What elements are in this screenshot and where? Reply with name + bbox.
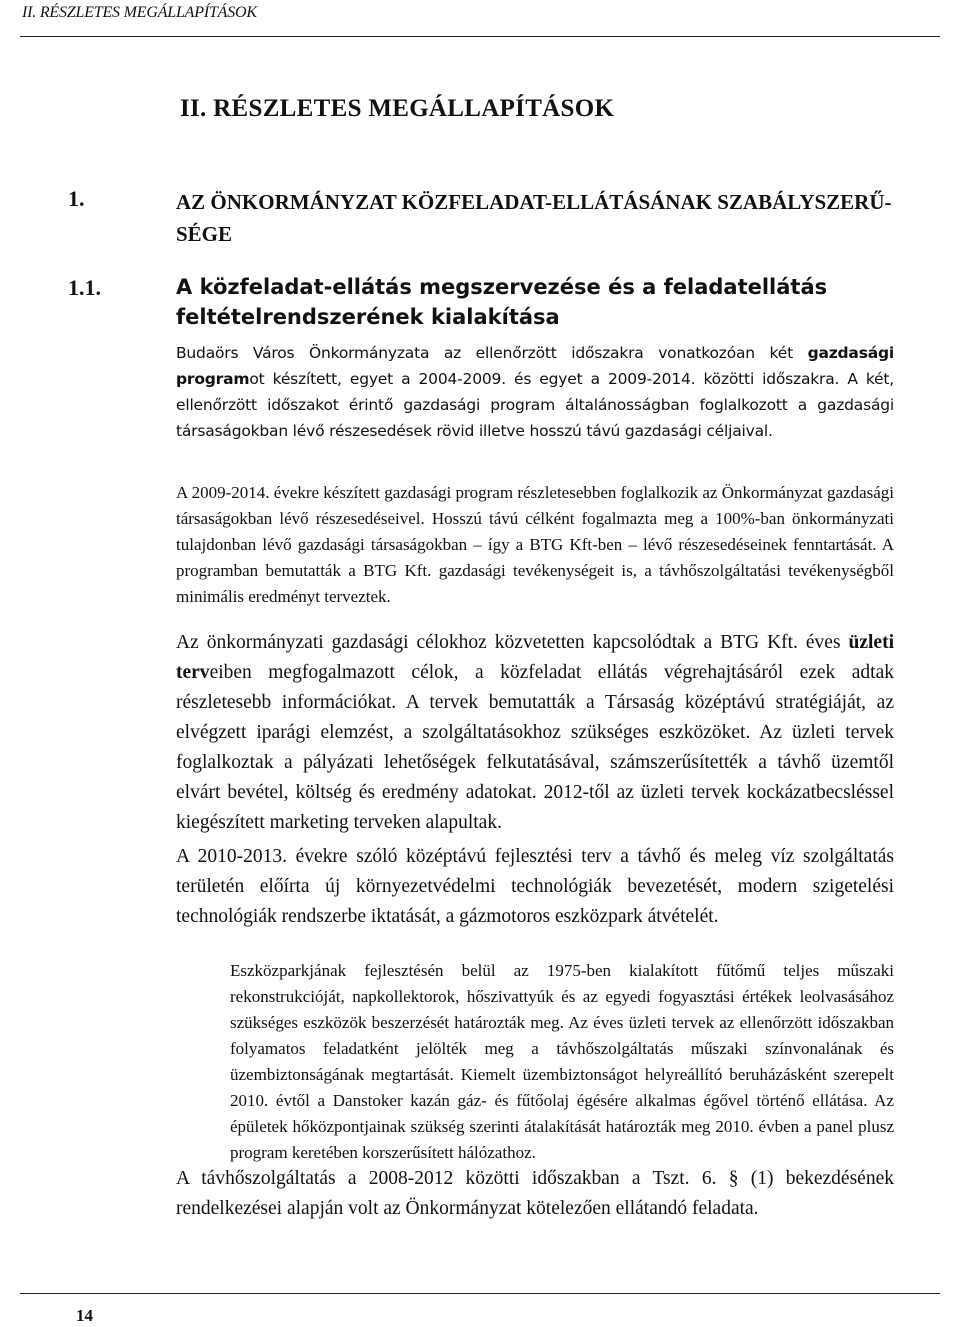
section-heading: AZ ÖNKORMÁNYZAT KÖZFELADAT-ELLÁTÁSÁNAK SZABÁLYSZERŰ-SÉGE <box>176 190 892 246</box>
page-title: II. RÉSZLETES MEGÁLLAPÍTÁSOK <box>180 95 615 122</box>
paragraph-text: Budaörs Város Önkormányzata az ellenőrzött időszakra vonatkozóan két <box>176 344 808 362</box>
section-number: 1. <box>68 186 85 211</box>
subsection-number: 1.1. <box>68 275 101 300</box>
paragraph-business-plans <box>176 628 894 838</box>
paragraph-text: ot készített, egyet a 2004-2009. és egyet a 2009-2014. közötti időszakra. A két, ellenőrzött időszakot érintő gazdasági program általánosságban foglalkozott a gazdasági társaságokban lévő részesedések rövid illetve hosszú távú gazdasági céljaival. <box>176 370 894 440</box>
running-header: II. RÉSZLETES MEGÁLLAPÍTÁSOK <box>22 4 257 21</box>
paragraph-district-heating: A távhőszolgáltatás a 2008-2012 közötti időszakban a Tszt. 6. § (1) bekezdésének rendelkezései alapján volt az Önkormányzat kötelezően ellátandó feladata. <box>176 1168 894 1219</box>
header-divider <box>20 36 940 37</box>
subsection-heading: A közfeladat-ellátás megszervezése és a feladatellátás feltételrendszerének kialakítása <box>176 275 828 329</box>
bold-term: gazdasági program <box>176 344 894 388</box>
footer-divider <box>20 1293 940 1294</box>
paragraph-development-plan: A 2010-2013. évekre szóló középtávú fejlesztési terv a távhő és meleg víz szolgáltatás területén előírta új környezetvédelmi technológiák bevezetését, modern szigetelési technológiák rendszerbe iktatását, a gázmotoros eszközpark átvételét. <box>176 846 894 927</box>
bold-term: üzleti terv <box>176 632 894 683</box>
paragraph-economic-program <box>176 340 894 444</box>
paragraph-program-details: A 2009-2014. évekre készített gazdasági program részletesebben foglalkozik az Önkormányzat gazdasági társaságokban lévő részesedéseivel. Hosszú távú célként fogalmazta meg a 100%-ban önkormányzati tulajdonban lévő gazdasági társaságokban – így a BTG Kft-ben – lévő részesedéseinek fenntartását. A programban bemutatták a BTG Kft. gazdasági tevékenységeit is, a távhőszolgáltatási tevékenységből minimális eredményt terveztek. <box>176 483 894 606</box>
paragraph-text: Az önkormányzati gazdasági célokhoz közvetetten kapcsolódtak a BTG Kft. éves <box>176 632 849 653</box>
paragraph-text: eiben megfogalmazott célok, a közfeladat ellátás végrehajtásáról ezek adtak részletesebb információkat. A tervek bemutatták a Társaság középtávú stratégiáját, az elvégzett iparági elemzést, a szolgáltatásokhoz szükséges eszközöket. Az üzleti tervek foglalkoztak a pályázati lehetőségek felkutatásával, számszerűsítették a távhő üzemtől elvárt bevétel, költség és eredmény adatokat. 2012-től az üzleti tervek kockázatbecsléssel kiegészített marketing terveken alapultak. <box>176 662 894 833</box>
paragraph-asset-development: Eszközparkjának fejlesztésén belül az 1975-ben kialakított fűtőmű teljes műszaki rekonstrukcióját, napkollektorok, hőszivattyúk és az egyedi fogyasztási értékek leolvasásához szükséges eszközök beszerzését határozták meg. Az éves üzleti tervek az ellenőrzött időszakban folyamatos feladatként jelölték meg a távhőszolgáltatás műszaki színvonalának és üzembiztonságának megtartását. Kiemelt üzembiztonságot helyreállító beruházásként szerepelt 2010. évtől a Danstoker kazán gáz- és fűtőolaj égésére alkalmas égővel történő ellátása. Az épületek hőközpontjainak szükség szerinti átalakítását határozták meg 2010. évben a panel plusz program keretében korszerűsített hálózathoz. <box>230 961 894 1162</box>
page-number: 14 <box>76 1306 93 1325</box>
